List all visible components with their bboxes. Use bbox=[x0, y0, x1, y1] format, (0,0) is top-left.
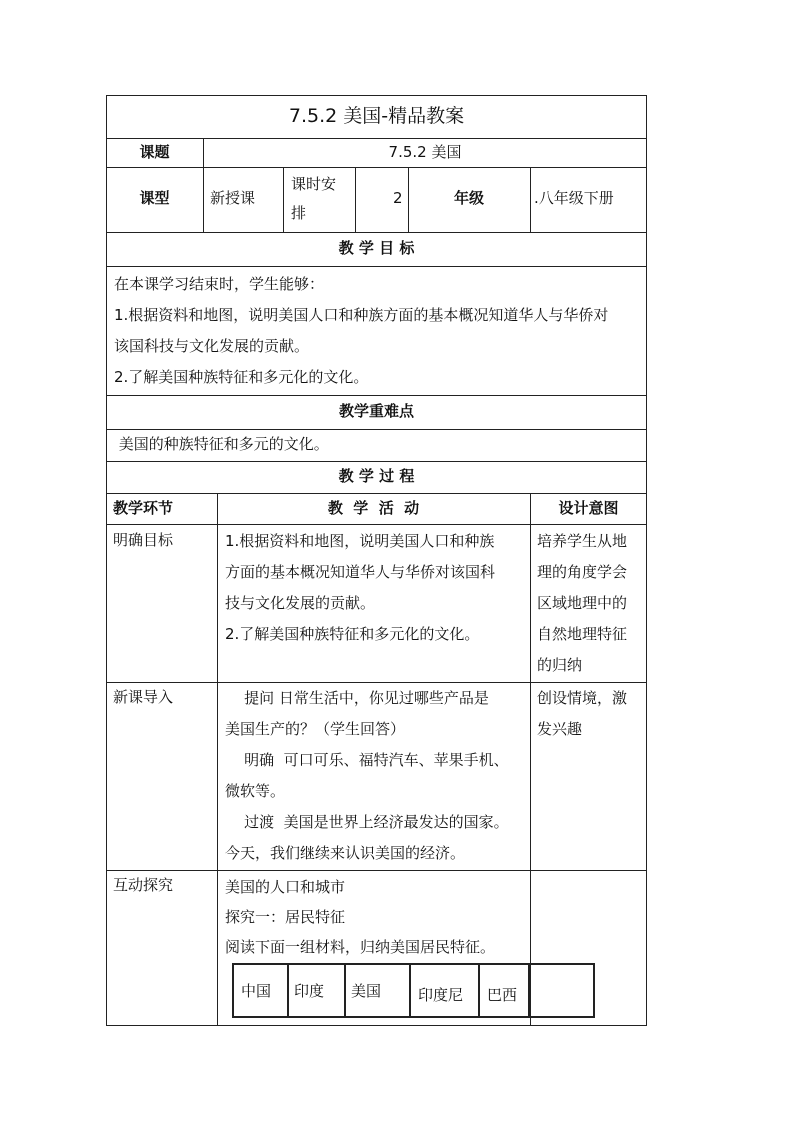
country-cell: 巴西 bbox=[487, 986, 518, 1004]
row-divider bbox=[106, 138, 647, 139]
activity-line: 技与文化发展的贡献。 bbox=[225, 594, 376, 612]
topic-label: 课题 bbox=[139, 143, 170, 161]
activity-line: 2.了解美国种族特征和多元化的文化。 bbox=[225, 625, 480, 643]
country-table-divider bbox=[528, 964, 530, 1017]
stage-column-header: 教学环节 bbox=[113, 499, 174, 517]
row-divider bbox=[106, 167, 647, 168]
country-table-divider bbox=[478, 964, 480, 1017]
class-hours-label-line2: 排 bbox=[291, 204, 307, 222]
activity-line: 微软等。 bbox=[225, 782, 286, 800]
activity-line: 1.根据资料和地图，说明美国人口和种族 bbox=[225, 532, 495, 550]
activity-line: 阅读下面一组材料，归纳美国居民特征。 bbox=[225, 938, 496, 956]
page-title: 7.5.2 美国-精品教案 bbox=[288, 105, 465, 127]
country-table-divider bbox=[287, 964, 289, 1017]
country-cell: 印度 bbox=[294, 982, 325, 1000]
activity-line: 过渡 美国是世界上经济最发达的国家。 bbox=[225, 813, 509, 831]
class-hours-value: 2 bbox=[393, 189, 403, 207]
row-divider bbox=[106, 870, 647, 871]
col-divider bbox=[530, 493, 531, 1026]
objectives-line: 2.了解美国种族特征和多元化的文化。 bbox=[114, 368, 369, 386]
intent-line: 培养学生从地 bbox=[537, 532, 628, 550]
row-divider bbox=[106, 524, 647, 525]
col-divider bbox=[530, 167, 531, 232]
intent-line: 自然地理特征 bbox=[537, 625, 628, 643]
intent-line: 创设情境，激 bbox=[537, 689, 628, 707]
key-points-text: 美国的种族特征和多元的文化。 bbox=[114, 435, 329, 453]
col-divider bbox=[283, 167, 284, 232]
row-divider bbox=[106, 493, 647, 494]
activity-line: 美国生产的？（学生回答） bbox=[225, 720, 406, 738]
activity-column-header: 教 学 活 动 bbox=[327, 499, 420, 517]
country-cell: 美国 bbox=[351, 982, 382, 1000]
grade-value: .八年级下册 bbox=[534, 189, 614, 207]
lesson-type-label: 课型 bbox=[139, 189, 170, 207]
class-hours-label-line1: 课时安 bbox=[291, 175, 337, 193]
activity-line: 提问 日常生活中，你见过哪些产品是 bbox=[225, 689, 489, 707]
country-cell: 印度尼 bbox=[418, 986, 464, 1004]
objectives-line: 该国科技与文化发展的贡献。 bbox=[114, 337, 310, 355]
intent-column-header: 设计意图 bbox=[558, 499, 619, 517]
activity-line: 今天，我们继续来认识美国的经济。 bbox=[225, 844, 466, 862]
activity-line: 美国的人口和城市 bbox=[225, 878, 346, 896]
row-divider bbox=[106, 461, 647, 462]
stage-cell: 新课导入 bbox=[113, 688, 174, 706]
activity-line: 方面的基本概况知道华人与华侨对该国科 bbox=[225, 563, 496, 581]
intent-line: 的归纳 bbox=[537, 656, 583, 674]
intent-line: 发兴趣 bbox=[537, 720, 583, 738]
country-table-divider bbox=[344, 964, 346, 1017]
country-cell: 中国 bbox=[241, 982, 272, 1000]
activity-line: 探究一：居民特征 bbox=[225, 908, 346, 926]
intent-line: 理的角度学会 bbox=[537, 563, 628, 581]
col-divider bbox=[217, 493, 218, 1026]
objectives-line: 在本课学习结束时，学生能够： bbox=[114, 275, 325, 293]
lesson-type-value: 新授课 bbox=[210, 189, 256, 207]
row-divider bbox=[106, 266, 647, 267]
col-divider bbox=[355, 167, 356, 232]
activity-line: 明确 可口可乐、福特汽车、苹果手机、 bbox=[225, 751, 509, 769]
grade-label: 年级 bbox=[453, 189, 484, 207]
objectives-line: 1.根据资料和地图，说明美国人口和种族方面的基本概况知道华人与华侨对 bbox=[114, 306, 609, 324]
stage-cell: 互动探究 bbox=[113, 876, 174, 894]
process-header: 教 学 过 程 bbox=[338, 467, 415, 485]
stage-cell: 明确目标 bbox=[113, 531, 174, 549]
intent-line: 区域地理中的 bbox=[537, 594, 628, 612]
objectives-header: 教 学 目 标 bbox=[338, 239, 415, 257]
country-table-divider bbox=[409, 964, 411, 1017]
key-points-header: 教学重难点 bbox=[338, 402, 414, 420]
row-divider bbox=[106, 232, 647, 233]
row-divider bbox=[106, 429, 647, 430]
topic-value: 7.5.2 美国 bbox=[388, 143, 462, 161]
row-divider bbox=[106, 395, 647, 396]
